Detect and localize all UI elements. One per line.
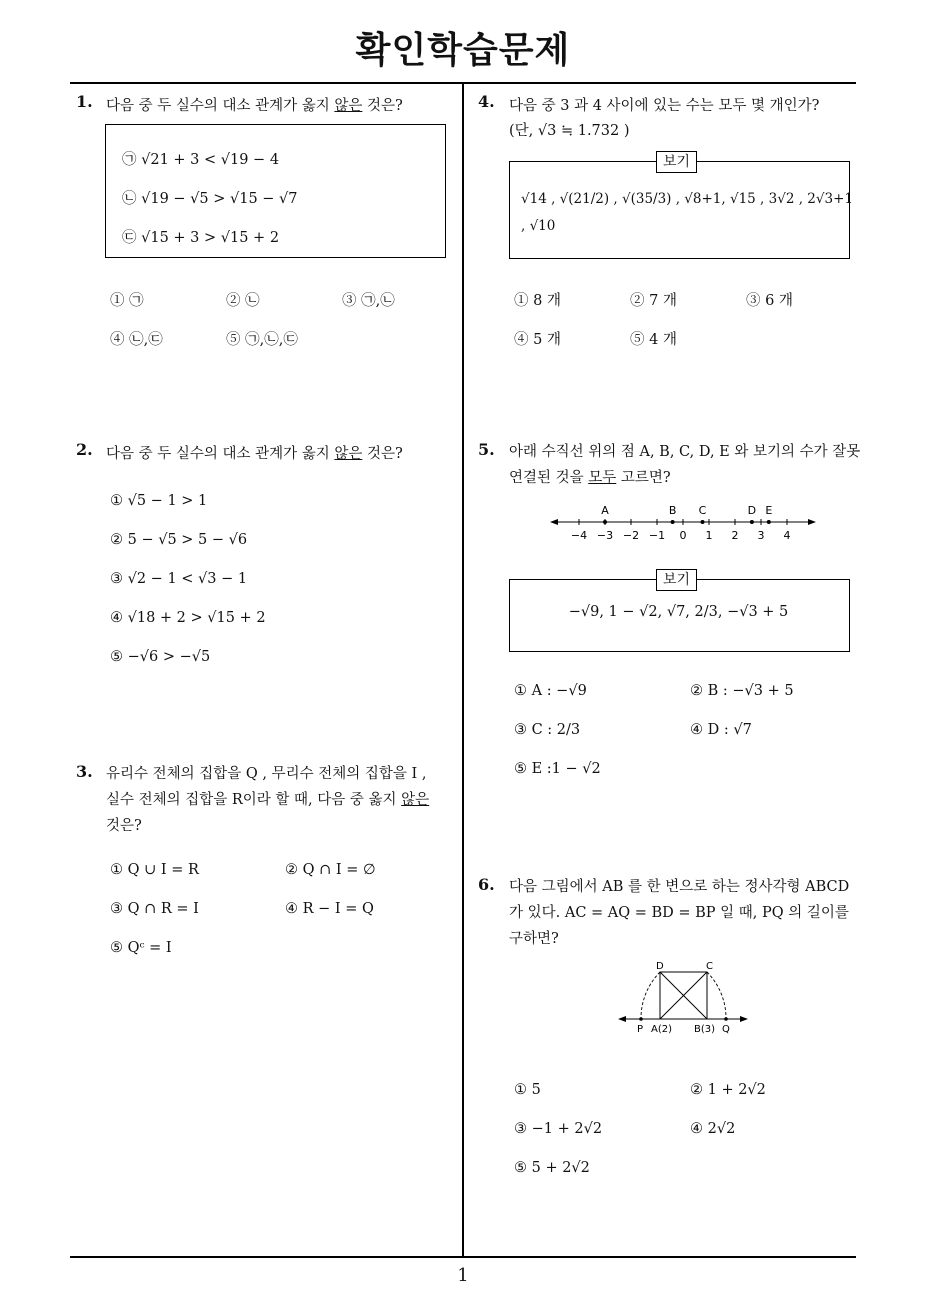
statement-item: ㉡ √19 − √5 > √15 − √7 bbox=[122, 191, 298, 207]
answer-choice[interactable]: ③ √2 − 1 < √3 − 1 bbox=[110, 571, 248, 587]
number-line-tick-label: −1 bbox=[648, 529, 666, 542]
question-text-line: 구하면? bbox=[509, 931, 559, 947]
number-line-tick-label: −2 bbox=[622, 529, 640, 542]
answer-choice[interactable]: ⑤ −√6 > −√5 bbox=[110, 649, 211, 665]
answer-choice[interactable]: ④ R − I = Q bbox=[285, 901, 374, 917]
number-line-point bbox=[701, 520, 705, 524]
answer-choice[interactable]: ① A : −√9 bbox=[514, 683, 587, 699]
answer-choice[interactable]: ② Q ∩ I = ∅ bbox=[285, 862, 376, 878]
question-text-line: 유리수 전체의 집합을 Q , 무리수 전체의 집합을 I , bbox=[106, 766, 427, 782]
answer-choice[interactable]: ④ √18 + 2 > √15 + 2 bbox=[110, 610, 266, 626]
number-line-tick-label: 3 bbox=[757, 529, 765, 542]
label-b: B(3) bbox=[694, 1024, 716, 1035]
number-line-tick-label: −3 bbox=[596, 529, 614, 542]
answer-choice[interactable]: ⑤ 5 + 2√2 bbox=[514, 1160, 590, 1176]
label-q: Q bbox=[722, 1024, 730, 1035]
answer-choice[interactable]: ② 1 + 2√2 bbox=[690, 1082, 766, 1098]
label-c: C bbox=[706, 961, 713, 972]
answer-choice[interactable]: ① √5 − 1 > 1 bbox=[110, 493, 208, 509]
answer-choice[interactable]: ③ C : 2/3 bbox=[514, 722, 581, 738]
right-arrow bbox=[740, 1016, 748, 1022]
arc-aq bbox=[707, 972, 726, 1019]
question-text-line: 아래 수직선 위의 점 A, B, C, D, E 와 보기의 수가 잘못 bbox=[509, 444, 861, 460]
number-line-figure bbox=[550, 500, 820, 548]
answer-choice[interactable]: ⑤ E :1 − √2 bbox=[514, 761, 601, 777]
question-text: 다음 중 두 실수의 대소 관계가 옳지 않은 것은? bbox=[106, 446, 403, 462]
answer-choice[interactable]: ③ −1 + 2√2 bbox=[514, 1121, 603, 1137]
example-content: −√9, 1 − √2, √7, 2/3, −√3 + 5 bbox=[568, 604, 789, 620]
label-a: A(2) bbox=[651, 1024, 673, 1035]
square-figure bbox=[618, 958, 748, 1038]
page-number: 1 bbox=[457, 1265, 469, 1286]
question-text-line: 실수 전체의 집합을 R이라 할 때, 다음 중 옳지 않은 bbox=[106, 792, 430, 808]
question-text-line: (단, √3 ≒ 1.732 ) bbox=[509, 123, 630, 139]
example-box-label: 보기 bbox=[656, 569, 697, 591]
number-line-tick-label: 1 bbox=[705, 529, 713, 542]
question-number: 5. bbox=[478, 440, 495, 459]
number-line-point bbox=[671, 520, 675, 524]
question-number: 3. bbox=[76, 762, 93, 781]
point-p bbox=[639, 1017, 643, 1021]
question-text-line: 가 있다. AC = AQ = BD = BP 일 때, PQ 의 길이를 bbox=[509, 905, 849, 921]
number-line-tick-label: 0 bbox=[679, 529, 687, 542]
answer-choice[interactable]: ① ㉠ bbox=[110, 293, 144, 309]
number-line-point bbox=[603, 520, 607, 524]
number-line-tick-label: 4 bbox=[783, 529, 791, 542]
arc-bp bbox=[641, 972, 660, 1019]
statement-item: ㉠ √21 + 3 < √19 − 4 bbox=[122, 152, 280, 168]
left-arrow bbox=[550, 519, 558, 525]
answer-choice[interactable]: ④ D : √7 bbox=[690, 722, 752, 738]
number-line-point-label: D bbox=[747, 504, 757, 517]
number-line-tick-label: −4 bbox=[570, 529, 588, 542]
label-d: D bbox=[656, 961, 664, 972]
question-number: 6. bbox=[478, 875, 495, 894]
answer-choice[interactable]: ② 7 개 bbox=[630, 293, 677, 309]
answer-choice[interactable]: ① 8 개 bbox=[514, 293, 561, 309]
question-text-line: 연결된 것을 모두 고르면? bbox=[509, 470, 671, 486]
question-text-line: 것은? bbox=[106, 818, 142, 834]
answer-choice[interactable]: ④ ㉡,㉢ bbox=[110, 332, 163, 348]
point-q bbox=[724, 1017, 728, 1021]
example-content: √14 , √(21/2) , √(35/3) , √8+1, √15 , 3√2 , 2√3+1 bbox=[521, 191, 853, 207]
statement-item: ㉢ √15 + 3 > √15 + 2 bbox=[122, 230, 280, 246]
answer-choice[interactable]: ⑤ ㉠,㉡,㉢ bbox=[226, 332, 298, 348]
left-arrow bbox=[618, 1016, 626, 1022]
question-number: 2. bbox=[76, 440, 93, 459]
answer-choice[interactable]: ③ Q ∩ R = I bbox=[110, 901, 199, 917]
answer-choice[interactable]: ① Q ∪ I = R bbox=[110, 862, 199, 878]
column-divider bbox=[462, 82, 464, 1256]
question-text-line: 다음 중 3 과 4 사이에 있는 수는 모두 몇 개인가? bbox=[509, 98, 820, 114]
number-line-point-label: A bbox=[601, 504, 609, 517]
page-title: 확인학습문제 bbox=[355, 30, 571, 71]
number-line-point bbox=[750, 520, 754, 524]
answer-choice[interactable]: ⑤ 4 개 bbox=[630, 332, 677, 348]
answer-choice[interactable]: ② 5 − √5 > 5 − √6 bbox=[110, 532, 248, 548]
number-line-point bbox=[767, 520, 771, 524]
question-text: 다음 중 두 실수의 대소 관계가 옳지 않은 것은? bbox=[106, 98, 403, 114]
answer-choice[interactable]: ③ 6 개 bbox=[746, 293, 793, 309]
answer-choice[interactable]: ⑤ Qᶜ = I bbox=[110, 940, 172, 956]
answer-choice[interactable]: ④ 5 개 bbox=[514, 332, 561, 348]
example-box-label: 보기 bbox=[656, 151, 697, 173]
example-content: , √10 bbox=[521, 218, 556, 234]
number-line-point-label: E bbox=[765, 504, 773, 517]
answer-choice[interactable]: ③ ㉠,㉡ bbox=[342, 293, 395, 309]
example-box bbox=[509, 161, 850, 259]
answer-choice[interactable]: ② B : −√3 + 5 bbox=[690, 683, 794, 699]
right-arrow bbox=[808, 519, 816, 525]
bottom-rule bbox=[70, 1256, 856, 1258]
label-p: P bbox=[637, 1024, 644, 1035]
number-line-point-label: B bbox=[668, 504, 677, 517]
answer-choice[interactable]: ① 5 bbox=[514, 1082, 541, 1098]
number-line-point-label: C bbox=[698, 504, 707, 517]
question-number: 1. bbox=[76, 92, 93, 111]
answer-choice[interactable]: ② ㉡ bbox=[226, 293, 260, 309]
number-line-tick-label: 2 bbox=[731, 529, 739, 542]
question-text-line: 다음 그림에서 AB 를 한 변으로 하는 정사각형 ABCD bbox=[509, 879, 850, 895]
answer-choice[interactable]: ④ 2√2 bbox=[690, 1121, 736, 1137]
question-number: 4. bbox=[478, 92, 495, 111]
